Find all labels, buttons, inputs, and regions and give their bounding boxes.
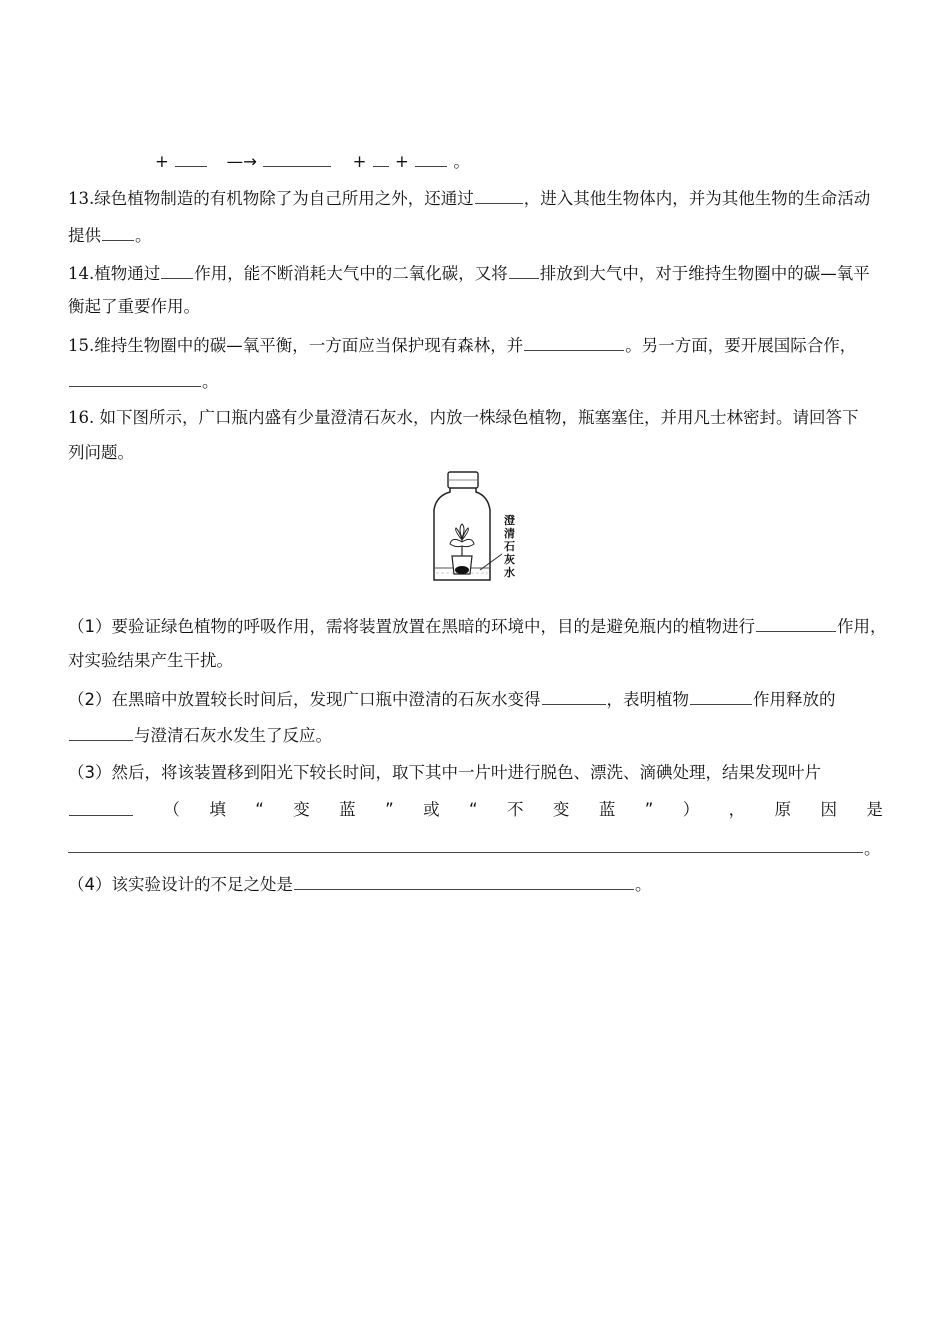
subquestion-2-line2: [68, 724, 883, 747]
question-15-line1: [68, 334, 883, 357]
answer-blank[interactable]: [102, 224, 134, 241]
question-number: 13.: [68, 189, 95, 208]
answer-blank[interactable]: [161, 262, 193, 279]
question-text: 与澄清石灰水发生了反应。: [134, 726, 332, 745]
answer-blank[interactable]: [690, 688, 752, 705]
sub3-token: 因: [820, 800, 837, 819]
question-16-line1: [68, 407, 883, 429]
question-16-line2: [68, 442, 883, 464]
subquestion-3-line1: [68, 762, 883, 784]
answer-blank[interactable]: [69, 370, 201, 387]
question-14-line1: [68, 262, 883, 285]
period: 。: [135, 226, 152, 245]
answer-blank[interactable]: [524, 334, 624, 351]
plus-sign: +: [394, 152, 409, 171]
question-text: （1）要验证绿色植物的呼吸作用，需将装置放置在黑暗的环境中，目的是避免瓶内的植物进行: [68, 617, 755, 636]
subquestion-1-line1: [68, 615, 887, 638]
answer-blank-long[interactable]: [68, 852, 863, 853]
answer-blank[interactable]: [373, 150, 389, 167]
question-text: 列问题。: [68, 443, 134, 462]
subquestion-4-line: [68, 873, 883, 896]
question-text: 作用，能不断消耗大气中的二氧化碳，又将: [194, 264, 508, 283]
question-15-line2: [68, 370, 883, 393]
period: 。: [635, 875, 652, 894]
jar-figure: [430, 470, 530, 594]
answer-blank[interactable]: [69, 724, 133, 741]
answer-blank[interactable]: [542, 688, 606, 705]
sub3-token: 不: [506, 800, 524, 819]
reaction-arrow: —→: [226, 152, 257, 171]
sub3-token: ，: [728, 800, 746, 819]
answer-blank[interactable]: [175, 150, 207, 167]
sub3-token: 是: [866, 800, 883, 819]
sub3-token: （: [163, 800, 180, 819]
answer-blank[interactable]: [509, 262, 539, 279]
question-number: 14.: [68, 264, 95, 283]
answer-blank[interactable]: [475, 187, 523, 204]
sub3-token: 或: [423, 800, 440, 819]
question-text: （3）然后，将该装置移到阳光下较长时间，取下其中一片叶进行脱色、漂洗、滴碘处理，结果发现叶片: [68, 763, 821, 782]
question-text: 植物通过: [94, 264, 161, 283]
plus-sign: +: [352, 152, 367, 171]
question-number: 16.: [68, 408, 95, 427]
sub3-token: 填: [209, 800, 226, 819]
question-number: 15.: [68, 336, 95, 355]
question-text: ，表明植物: [606, 690, 689, 709]
sub3-token: “: [469, 800, 478, 819]
question-13-line1: [68, 187, 883, 210]
sub3-token: 变: [293, 800, 310, 819]
question-text: 维持生物圈中的碳—氧平衡，一方面应当保护现有森林，并: [94, 336, 524, 355]
question-text: 绿色植物制造的有机物除了为自己所用之外，还通过: [94, 189, 474, 208]
question-text: （4）该实验设计的不足之处是: [68, 875, 293, 894]
sub3-token: ）: [682, 800, 700, 819]
subquestion-2-line1: [68, 688, 883, 711]
subquestion-3-line2: [68, 799, 883, 821]
question-text: 作用，: [837, 617, 887, 636]
question-text: 排放到大气中，对于维持生物圈中的碳—氧平: [539, 264, 870, 283]
question-text: 。另一方面，要开展国际合作，: [625, 336, 857, 355]
figure-label: 澄清石灰水: [504, 514, 515, 579]
question-text: 衡起了重要作用。: [68, 297, 200, 316]
question-text: 如下图所示，广口瓶内盛有少量澄清石灰水，内放一株绿色植物，瓶塞塞住，并用凡士林密封。请回答下: [99, 408, 859, 427]
sub3-token: 蓝: [339, 800, 356, 819]
question-13-line2: [68, 224, 883, 247]
answer-blank[interactable]: [415, 150, 447, 167]
sub3-token: 变: [552, 800, 570, 819]
answer-blank[interactable]: [69, 799, 133, 816]
question-text: 对实验结果产生干扰。: [68, 651, 233, 670]
question-text: 提供: [68, 226, 101, 245]
plus-sign: +: [155, 152, 169, 171]
answer-blank[interactable]: [756, 615, 836, 632]
question-text: 作用释放的: [753, 690, 836, 709]
subquestion-3-end: [864, 838, 881, 860]
period: 。: [453, 152, 470, 171]
question-text: （2）在黑暗中放置较长时间后，发现广口瓶中澄清的石灰水变得: [68, 690, 541, 709]
sub3-token: ”: [644, 800, 654, 819]
period: 。: [202, 372, 219, 391]
sub3-token: 原: [774, 800, 792, 819]
sub3-token: 蓝: [598, 800, 616, 819]
subquestion-1-line2: [68, 650, 883, 672]
sub3-token: “: [255, 800, 264, 819]
equation-line: [155, 150, 470, 173]
question-14-line2: [68, 296, 883, 318]
question-text: ，进入其他生物体内，并为其他生物的生命活动: [523, 189, 871, 208]
answer-blank[interactable]: [263, 150, 331, 167]
answer-blank[interactable]: [294, 873, 634, 890]
period: 。: [864, 839, 881, 858]
sub3-token: ”: [385, 800, 394, 819]
